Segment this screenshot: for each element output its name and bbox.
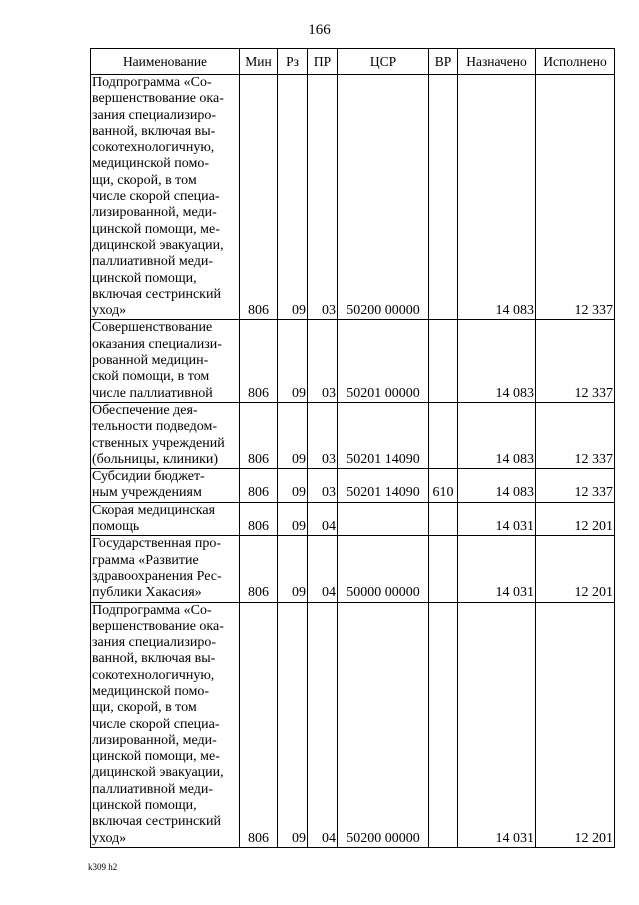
cell-min: 806 <box>240 75 278 320</box>
name-line: дицинской эвакуации, <box>92 237 224 253</box>
cell-vr <box>429 75 458 320</box>
name-line: грамма «Развитие <box>92 552 199 568</box>
cell-executed: 12 201 <box>536 536 615 602</box>
cell-vr <box>429 502 458 536</box>
cell-executed: 12 337 <box>536 320 615 402</box>
name-line: медицинской помо- <box>92 156 210 172</box>
column-header: Мин <box>240 49 278 75</box>
cell-assigned: 14 083 <box>458 469 536 503</box>
cell-executed: 12 337 <box>536 75 615 320</box>
name-line: лизированной, меди- <box>92 205 217 221</box>
name-line: вершенствование ока- <box>92 91 224 107</box>
table-row <box>91 402 615 468</box>
cell-executed: 12 337 <box>536 402 615 468</box>
name-line: сокотехнологичную, <box>92 140 215 156</box>
cell-vr <box>429 402 458 468</box>
table-row <box>91 320 615 402</box>
name-line: щи, скорой, в том <box>92 700 197 716</box>
name-line: цинской помощи, <box>92 270 197 286</box>
cell-min: 806 <box>240 502 278 536</box>
cell-name <box>91 502 240 536</box>
cell-pr: 04 <box>308 536 338 602</box>
name-line: цинской помощи, <box>92 798 197 814</box>
cell-vr <box>429 536 458 602</box>
name-line: дицинской эвакуации, <box>92 765 224 781</box>
name-line: паллиативной меди- <box>92 254 214 270</box>
column-header: Назначено <box>458 49 536 75</box>
name-line: здравоохранения Рес- <box>92 568 222 584</box>
cell-assigned: 14 031 <box>458 502 536 536</box>
name-line: числе скорой специа- <box>92 189 220 205</box>
name-line: включая сестринский <box>92 814 221 830</box>
cell-min: 806 <box>240 602 278 847</box>
cell-assigned: 14 083 <box>458 320 536 402</box>
cell-rz: 09 <box>278 536 308 602</box>
cell-vr <box>429 602 458 847</box>
name-line: оказания специализи- <box>92 336 222 352</box>
cell-assigned: 14 083 <box>458 402 536 468</box>
cell-pr: 03 <box>308 320 338 402</box>
name-line: уход» <box>92 830 127 846</box>
cell-min: 806 <box>240 469 278 503</box>
name-line: ванной, включая вы- <box>92 123 216 139</box>
cell-assigned: 14 083 <box>458 75 536 320</box>
cell-csr: 50201 14090 <box>338 402 429 468</box>
cell-rz: 09 <box>278 75 308 320</box>
cell-csr <box>338 502 429 536</box>
table-row <box>91 75 615 320</box>
footer-code: k309 h2 <box>88 862 118 872</box>
name-line: ской помощи, в том <box>92 369 210 385</box>
name-line: Государственная про- <box>92 536 222 552</box>
cell-rz: 09 <box>278 469 308 503</box>
name-line: цинской помощи, ме- <box>92 221 220 237</box>
table-row <box>91 469 615 503</box>
table-row <box>91 536 615 602</box>
name-line: Подпрограмма «Со- <box>92 602 212 618</box>
column-header: ЦСР <box>338 49 429 75</box>
column-header: Рз <box>278 49 308 75</box>
name-line: ванной, включая вы- <box>92 651 216 667</box>
name-line: зания специализиро- <box>92 107 217 123</box>
cell-rz: 09 <box>278 402 308 468</box>
name-line: вершенствование ока- <box>92 618 224 634</box>
cell-csr: 50000 00000 <box>338 536 429 602</box>
name-line: публики Хакасия» <box>92 585 202 601</box>
cell-pr: 04 <box>308 602 338 847</box>
cell-name <box>91 602 240 847</box>
cell-rz: 09 <box>278 602 308 847</box>
name-line: (больницы, клиники) <box>92 451 219 467</box>
name-line: числе паллиативной <box>92 385 213 401</box>
table-header-row <box>91 49 615 75</box>
name-line: Подпрограмма «Со- <box>92 75 212 90</box>
name-line: уход» <box>92 303 127 319</box>
name-line: числе скорой специа- <box>92 716 220 732</box>
cell-rz: 09 <box>278 320 308 402</box>
cell-executed: 12 201 <box>536 502 615 536</box>
cell-min: 806 <box>240 402 278 468</box>
cell-csr: 50201 14090 <box>338 469 429 503</box>
name-line: включая сестринский <box>92 286 221 302</box>
cell-assigned: 14 031 <box>458 602 536 847</box>
cell-executed: 12 337 <box>536 469 615 503</box>
cell-name <box>91 469 240 503</box>
cell-executed: 12 201 <box>536 602 615 847</box>
cell-name <box>91 402 240 468</box>
cell-assigned: 14 031 <box>458 536 536 602</box>
cell-name <box>91 75 240 320</box>
name-line: цинской помощи, ме- <box>92 749 220 765</box>
column-header: ПР <box>308 49 338 75</box>
cell-name <box>91 320 240 402</box>
column-header: ВР <box>429 49 458 75</box>
cell-csr: 50201 00000 <box>338 320 429 402</box>
cell-csr: 50200 00000 <box>338 602 429 847</box>
column-header: Наименование <box>91 49 240 75</box>
page-number: 166 <box>308 22 331 38</box>
column-header: Исполнено <box>536 49 615 75</box>
name-line: тельности подведом- <box>92 419 218 435</box>
name-line: ственных учреждений <box>92 435 225 451</box>
name-line: паллиативной меди- <box>92 781 214 797</box>
name-line: сокотехнологичную, <box>92 667 215 683</box>
table-row <box>91 602 615 847</box>
cell-pr: 03 <box>308 402 338 468</box>
name-line: Обеспечение дея- <box>92 402 198 418</box>
name-line: лизированной, меди- <box>92 732 217 748</box>
name-line: Скорая медицинская <box>92 502 216 518</box>
cell-rz: 09 <box>278 502 308 536</box>
cell-pr: 03 <box>308 469 338 503</box>
cell-min: 806 <box>240 320 278 402</box>
cell-name <box>91 536 240 602</box>
name-line: Субсидии бюджет- <box>92 469 205 485</box>
cell-vr <box>429 320 458 402</box>
cell-vr: 610 <box>429 469 458 503</box>
name-line: ным учреждениям <box>92 485 202 501</box>
budget-table <box>90 48 615 848</box>
name-line: Совершенствование <box>92 320 213 336</box>
cell-pr: 04 <box>308 502 338 536</box>
name-line: зания специализиро- <box>92 635 217 651</box>
name-line: медицинской помо- <box>92 683 210 699</box>
name-line: щи, скорой, в том <box>92 172 197 188</box>
table-row <box>91 502 615 536</box>
cell-csr: 50200 00000 <box>338 75 429 320</box>
cell-min: 806 <box>240 536 278 602</box>
name-line: помощь <box>92 519 140 535</box>
name-line: рованной медицин- <box>92 353 209 369</box>
cell-pr: 03 <box>308 75 338 320</box>
